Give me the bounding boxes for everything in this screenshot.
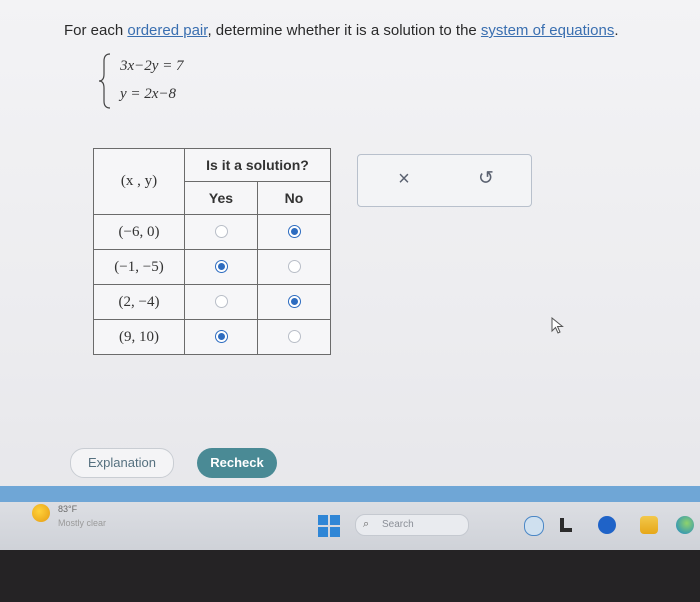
radio-no[interactable] — [288, 330, 301, 343]
header-yes: Yes — [185, 182, 258, 215]
explanation-button[interactable]: Explanation — [70, 448, 174, 478]
edge-browser-icon[interactable] — [676, 516, 694, 534]
clear-button[interactable]: × — [398, 168, 410, 190]
ordered-pair-cell: (−6, 0) — [94, 215, 185, 250]
equation-1: 3x−2y = 7 — [120, 58, 184, 74]
header-is-solution: Is it a solution? — [185, 149, 331, 182]
action-panel — [357, 154, 532, 207]
brace-icon — [98, 52, 112, 110]
equation-system — [98, 52, 238, 110]
file-explorer-icon[interactable] — [640, 516, 658, 534]
prompt-start: For each — [64, 22, 128, 39]
search-icon: ⌕ — [363, 518, 370, 530]
chat-app-icon[interactable] — [598, 516, 616, 534]
search-placeholder: Search — [382, 519, 414, 530]
equation-2: y = 2x−8 — [120, 86, 177, 102]
windows-start-icon[interactable] — [318, 515, 340, 537]
weather-moon-icon[interactable] — [32, 504, 50, 522]
ordered-pair-cell: (2, −4) — [94, 285, 185, 320]
recheck-button[interactable]: Recheck — [197, 448, 277, 478]
monitor-bezel — [0, 550, 700, 602]
ordered-pair-link[interactable]: ordered pair — [127, 22, 208, 39]
page-footer-strip — [0, 486, 700, 502]
table-body — [94, 215, 331, 355]
prompt-mid: , determine whether it is a solution to the — [207, 22, 481, 39]
table-row — [94, 250, 331, 285]
table-row — [94, 320, 331, 355]
solution-table — [93, 148, 331, 355]
system-of-equations-link[interactable]: system of equations — [480, 22, 615, 39]
header-no: No — [258, 182, 331, 215]
mouse-cursor-icon — [550, 317, 566, 335]
header-xy: (x , y) — [94, 149, 185, 215]
answer-cell-no — [258, 285, 331, 320]
ordered-pair-cell: (9, 10) — [94, 320, 185, 355]
weather-temperature: 83°F — [58, 504, 78, 514]
prompt-end: . — [614, 22, 619, 39]
table-row — [94, 285, 331, 320]
radio-yes[interactable] — [215, 330, 228, 343]
bing-app-icon[interactable] — [524, 516, 544, 536]
radio-no[interactable] — [288, 225, 301, 238]
answer-cell-yes — [185, 250, 258, 285]
radio-no[interactable] — [288, 260, 301, 273]
answer-cell-no — [258, 250, 331, 285]
answer-cell-yes — [185, 320, 258, 355]
radio-yes[interactable] — [215, 260, 228, 273]
taskbar-search[interactable] — [355, 514, 469, 536]
radio-yes[interactable] — [215, 225, 228, 238]
answer-cell-no — [258, 320, 331, 355]
answer-cell-yes — [185, 285, 258, 320]
app-l-icon[interactable] — [556, 516, 574, 534]
question-prompt — [64, 22, 619, 39]
undo-button[interactable]: ↺ — [478, 168, 494, 189]
ordered-pair-cell: (−1, −5) — [94, 250, 185, 285]
answer-cell-no — [258, 215, 331, 250]
radio-yes[interactable] — [215, 295, 228, 308]
radio-no[interactable] — [288, 295, 301, 308]
answer-cell-yes — [185, 215, 258, 250]
weather-description: Mostly clear — [58, 518, 107, 528]
table-row — [94, 215, 331, 250]
